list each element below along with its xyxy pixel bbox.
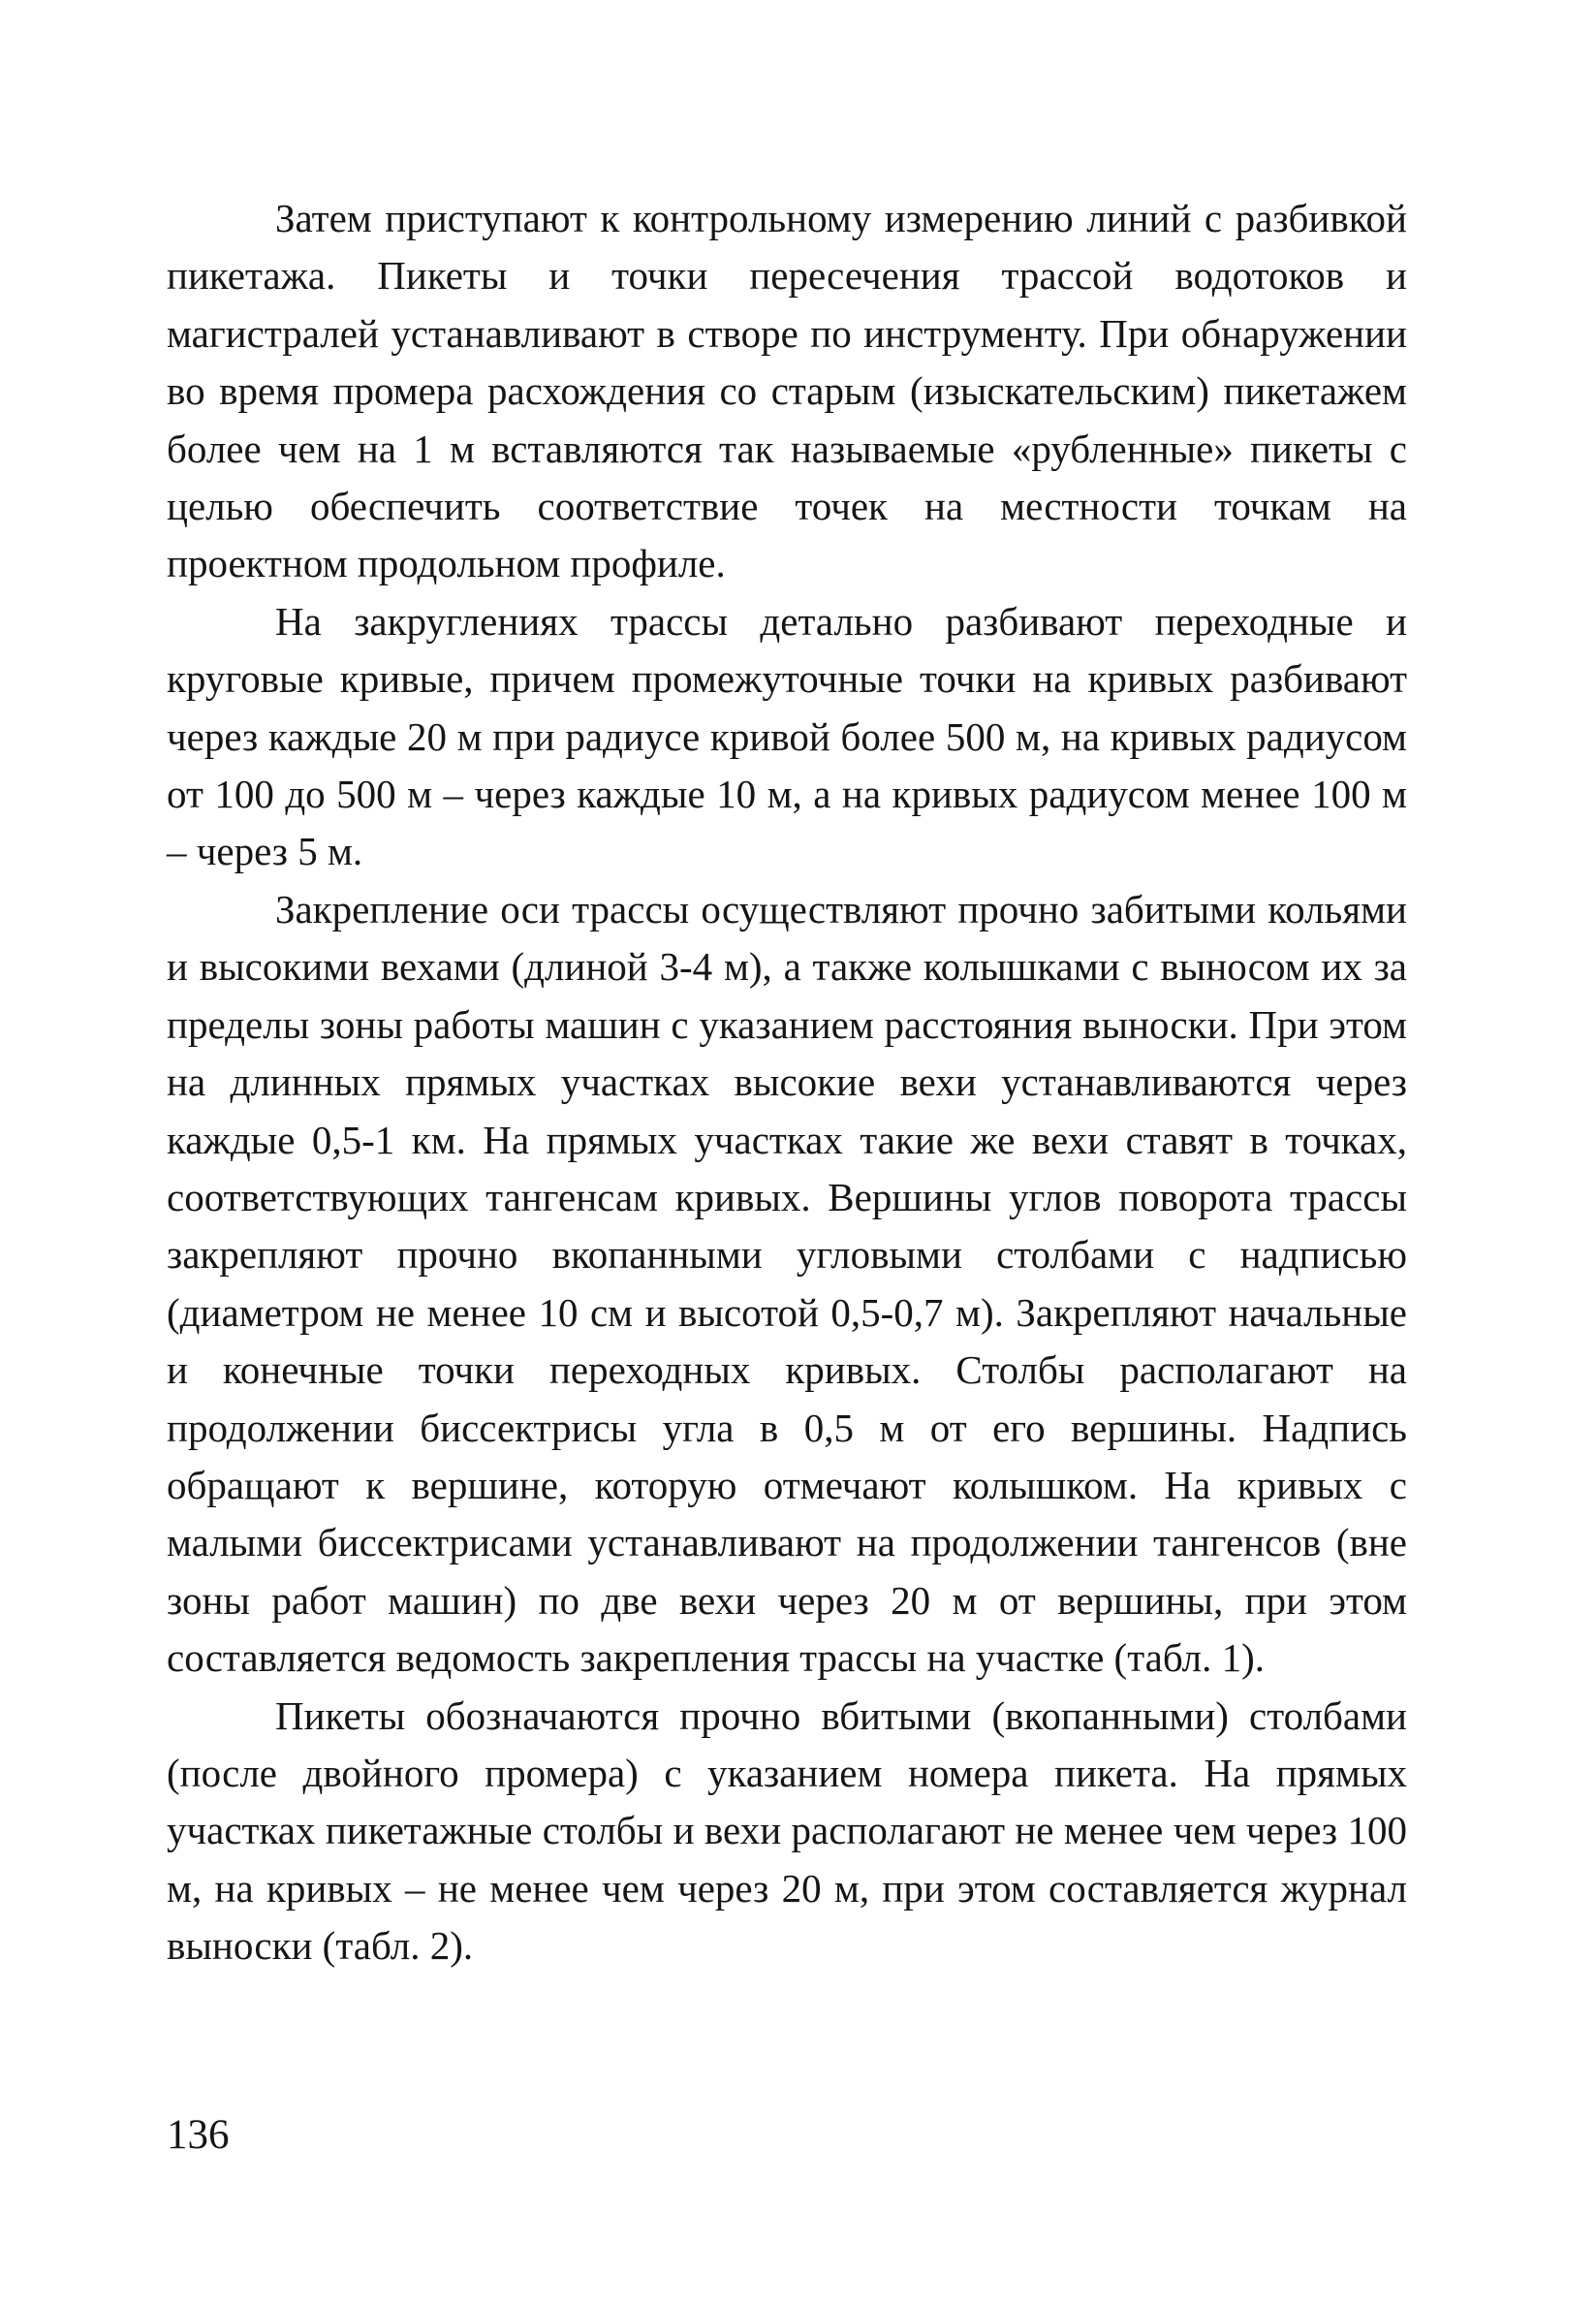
paragraph-pickets: Пикеты обозначаются прочно вбитыми (вкопанными) столбами (после двойного промера) с указанием номера пикета. На прямых участках пикетажные столбы и вехи располагают не менее чем через 100 м, на кривых – не менее чем через 20 м, при этом составляется журнал выноски (табл. 2). (167, 1692, 1407, 1969)
body-text (167, 190, 1407, 1975)
paragraph-curves-layout: На закруглениях трассы детально разбивают переходные и круговые кривые, причем промежуточные точки на кривых разбивают через каждые 20 м при радиусе кривой более 500 м, на кривых радиусом от 100 до 500 м – через каждые 10 м, а на кривых радиусом менее 100 м – через 5 м. (167, 598, 1407, 874)
page-number: 136 (167, 2112, 230, 2158)
paragraph-route-axis-fixing: Закрепление оси трассы осуществляют прочно забитыми кольями и высокими вехами (длиной 3-4 м), а также колышками с выносом их за пределы зоны работы машин с указанием расстояния выноски. При этом на длинных прямых участках высокие вехи устанавливаются через каждые 0,5-1 км. На прямых участках такие же вехи ставят в точках, соответствующих тангенсам кривых. Вершины углов поворота трассы закрепляют прочно вкопанными угловыми столбами с надписью (диаметром не менее 10 см и высотой 0,5-0,7 м). Закрепляют начальные и конечные точки переходных кривых. Столбы располагают на продолжении биссектрисы угла в 0,5 м от его вершины. Надпись обращают к вершине, которую отмечают колышком. На кривых с малыми биссектрисами устанавливают на продолжении тангенсов (вне зоны работ машин) по две вехи через 20 м от вершины, при этом составляется ведомость закрепления трассы на участке (табл. 1). (167, 886, 1407, 1681)
paragraph-control-measurement: Затем приступают к контрольному измерению линий с разбивкой пикетажа. Пикеты и точки пересечения трассой водотоков и магистралей устанавливают в створе по инструменту. При обнаружении во время промера расхождения со старым (изыскательским) пикетажем более чем на 1 м вставляются так называемые «рубленные» пикеты с целью обеспечить соответствие точек на местности точкам на проектном продольном профиле. (167, 196, 1407, 586)
